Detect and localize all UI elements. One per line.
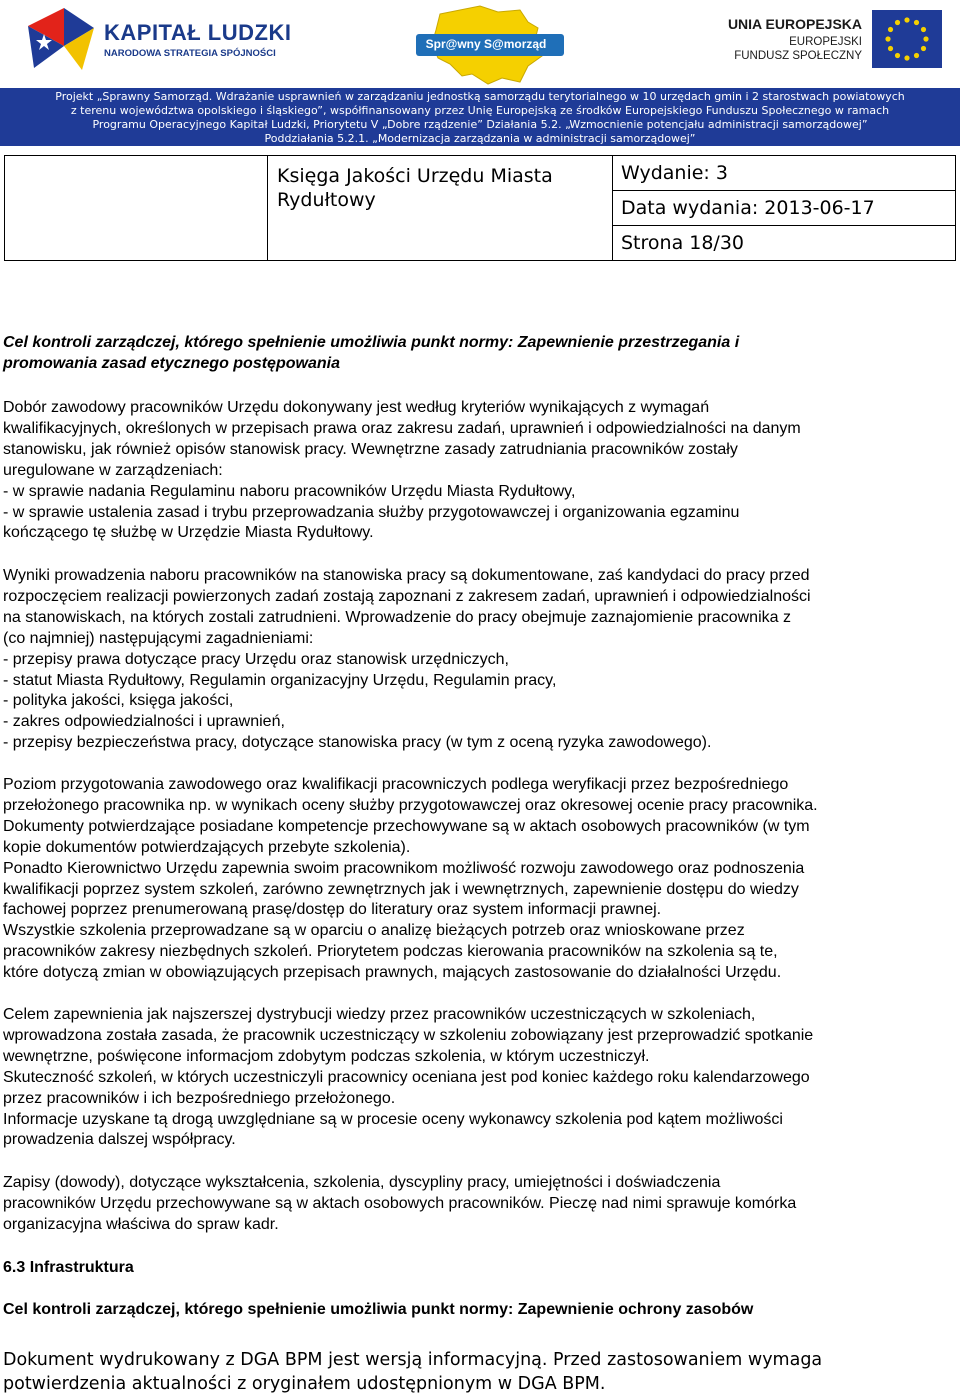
kapital-ludzki-logo (24, 6, 292, 76)
paragraph-line: Informacje uzyskane tą drogą uwzględniane są w procesie oceny wykonawcy szkolenia pod kątem możliwości (3, 1110, 783, 1128)
eu-flag-icon (872, 10, 942, 68)
paragraph-line: kopie dokumentów potwierdzających przebyte szkolenia). (3, 838, 411, 856)
control-objective-heading-1 (3, 333, 739, 375)
sprawny-samorzad-logo (410, 4, 570, 86)
header-title-cell (267, 156, 613, 260)
logo-strip (0, 0, 960, 88)
paragraph-line: Wyniki prowadzenia naboru pracowników na stanowiska pracy są dokumentowane, zaś kandydaci do pracy przed (3, 567, 810, 584)
footer-line: Dokument wydrukowany z DGA BPM jest wersją informacyjną. Przed zastosowaniem wymaga (3, 1350, 823, 1370)
paragraph-training (3, 1005, 957, 1151)
paragraph-line: Dokumenty potwierdzające posiadane kompetencje przechowywane są w aktach osobowych pracowników (w tym (3, 817, 810, 835)
project-line-1: Projekt „Sprawny Samorząd. Wdrażanie usprawnień w zarządzaniu jednostką samorządu terytorialnego w 10 urzędach gmin i 2 starostwach powiatowych (55, 90, 905, 103)
project-line-3: Programu Operacyjnego Kapitał Ludzki, Priorytetu V „Dobre rządzenie” Działania 5.2. „Wzmocnienie potencjału administracji samorządowej” (92, 118, 868, 131)
paragraph-line: wewnętrzne, poświęcone informacjom zdobytym podczas szkolenia, w którym uczestniczył. (3, 1047, 650, 1065)
kapital-ludzki-title: KAPITAŁ LUDZKI (104, 20, 292, 45)
paragraph-line: Wszystkie szkolenia przeprowadzane są w oparciu o analizę bieżących potrzeb oraz wnioskowane przez (3, 922, 745, 940)
paragraph-line: kwalifikacyjnych, określonych w przepisach prawa oraz zakresu zadań, uprawnień i odpowiedzialności na danym (3, 419, 801, 437)
document-header-table (4, 155, 956, 261)
paragraph-onboarding (3, 566, 957, 754)
paragraph-line: uregulowane w zarządzeniach: (3, 461, 223, 479)
control-objective-heading-2: Cel kontroli zarządczej, którego spełnienie umożliwia punkt normy: Zapewnienie ochrony zasobów (3, 1301, 754, 1318)
paragraph-line: przez pracowników i ich bezpośredniego przełożonego. (3, 1089, 396, 1107)
page-number-label: Strona 18/30 (621, 232, 745, 254)
paragraph-line: kwalifikacji poprzez system szkoleń, zarówno zewnętrznych jak i wewnętrznych, zapewnienie dostępu do wiedzy (3, 880, 799, 898)
paragraph-recruitment (3, 398, 957, 544)
paragraph-line: stanowisku, jak również opisów stanowisk pracy. Wewnętrzne zasady zatrudniania pracowników zostały (3, 440, 738, 458)
paragraph-line: Ponadto Kierownictwo Urzędu zapewnia swoim pracownikom możliwość rozwoju zawodowego oraz podnoszenia (3, 859, 805, 877)
kapital-ludzki-subtitle: NARODOWA STRATEGIA SPÓJNOŚCI (104, 48, 276, 59)
section-heading-6-3: 6.3 Infrastruktura (3, 1259, 134, 1276)
kapital-ludzki-emblem-icon (24, 6, 102, 76)
paragraph-line: Zapisy (dowody), dotyczące wykształcenia, szkolenia, dyscypliny pracy, umiejętności i doświadczenia (3, 1174, 721, 1191)
paragraph-line: - statut Miasta Rydułtowy, Regulamin organizacyjny Urzędu, Regulamin pracy, (3, 671, 557, 689)
paragraph-line: prowadzenia dalszej współpracy. (3, 1131, 236, 1149)
ue-line-3: FUNDUSZ SPOŁECZNY (734, 50, 862, 62)
paragraph-line: (co najmniej) następującymi zagadnieniami: (3, 629, 314, 647)
paragraph-line: organizacyjna właściwa do spraw kadr. (3, 1215, 279, 1233)
document-footer (3, 1348, 822, 1396)
paragraph-records (3, 1173, 957, 1236)
paragraph-qualifications (3, 775, 957, 984)
paragraph-line: Skuteczność szkoleń, w których uczestniczyli pracownicy oceniana jest pod koniec każdego roku kalendarzowego (3, 1068, 810, 1086)
paragraph-line: - zakres odpowiedzialności i uprawnień, (3, 713, 285, 731)
paragraph-line: pracowników Urzędu przechowywane są w aktach osobowych pracowników. Pieczę nad nimi sprawuje komórka (3, 1194, 797, 1212)
heading-1-line: promowania zasad etycznego postępowania (3, 354, 340, 372)
document-title: Księga Jakości Urzędu Miasta Rydułtowy (277, 165, 553, 211)
sprawny-samorzad-text: Spr@wny S@morząd (425, 37, 547, 51)
project-info-band (0, 88, 960, 146)
issue-date-label: Data wydania: 2013-06-17 (613, 191, 955, 226)
paragraph-line: rozpoczęciem realizacji powierzonych zadań zostają zapoznani z zakresem zadań, uprawnień i odpowiedzialności (3, 587, 811, 605)
paragraph-line: - polityka jakości, księga jakości, (3, 692, 234, 710)
header-meta-cell (613, 156, 955, 260)
paragraph-line: które dotyczą zmian w obowiązujących przepisach prawnych, mających zastosowanie do działalności Urzędu. (3, 964, 782, 982)
paragraph-line: wprowadzona została zasada, że pracownik uczestniczący w szkoleniu zobowiązany jest przeprowadzić spotkanie (3, 1026, 814, 1044)
paragraph-line: - w sprawie nadania Regulaminu naboru pracowników Urzędu Miasta Rydułtowy, (3, 482, 576, 500)
project-line-4: Poddziałania 5.2.1. „Modernizacja zarządzania w administracji samorządowej” (264, 132, 696, 145)
unia-europejska-logo (722, 10, 944, 76)
paragraph-line: - przepisy prawa dotyczące pracy Urzędu oraz stanowisk urzędniczych, (3, 650, 509, 668)
footer-line: potwierdzenia aktualności z oryginałem udostępnionym w DGA BPM. (3, 1374, 606, 1394)
ue-line-1: UNIA EUROPEJSKA (727, 16, 862, 32)
paragraph-line: Dobór zawodowy pracowników Urzędu dokonywany jest według kryteriów wynikających z wymagań (3, 399, 710, 416)
paragraph-line: na stanowiskach, na których zostali zatrudnieni. Wprowadzenie do pracy obejmuje zaznajomienie pracownika z (3, 608, 791, 626)
heading-1-line: Cel kontroli zarządczej, którego spełnienie umożliwia punkt normy: Zapewnienie przestrzegania i (3, 334, 740, 351)
edition-label: Wydanie: 3 (613, 156, 955, 191)
paragraph-line: kończącego tę służbę w Urzędzie Miasta Rydułtowy. (3, 524, 374, 542)
header-empty-cell (5, 156, 268, 260)
paragraph-line: Poziom przygotowania zawodowego oraz kwalifikacji pracowniczych podlega weryfikacji przez bezpośredniego (3, 776, 789, 793)
paragraph-line: pracowników zakresy niezbędnych szkoleń. Priorytetem podczas kierowania pracowników na szkolenia są te, (3, 943, 778, 961)
paragraph-line: przełożonego pracownika np. w wynikach oceny służby przygotowawczej oraz okresowej ocenie pracy pracownika. (3, 796, 818, 814)
paragraph-line: Celem zapewnienia jak najszerszej dystrybucji wiedzy przez pracowników uczestniczących w szkoleniach, (3, 1006, 756, 1023)
paragraph-line: fachowej poprzez prenumerowaną prasę/dostęp do literatury oraz system informacji prawnej. (3, 901, 662, 919)
ue-line-2: EUROPEJSKI (789, 36, 862, 48)
paragraph-line: - w sprawie ustalenia zasad i trybu przeprowadzania służby przygotowawczej i organizowania egzaminu (3, 503, 740, 521)
paragraph-line: - przepisy bezpieczeństwa pracy, dotyczące stanowiska pracy (w tym z oceną ryzyka zawodowego). (3, 734, 712, 752)
project-line-2: z terenu województwa opolskiego i śląskiego”, współfinansowany przez Unię Europejską ze środków Europejskiego Funduszu Społecznego w ramach (70, 104, 890, 117)
